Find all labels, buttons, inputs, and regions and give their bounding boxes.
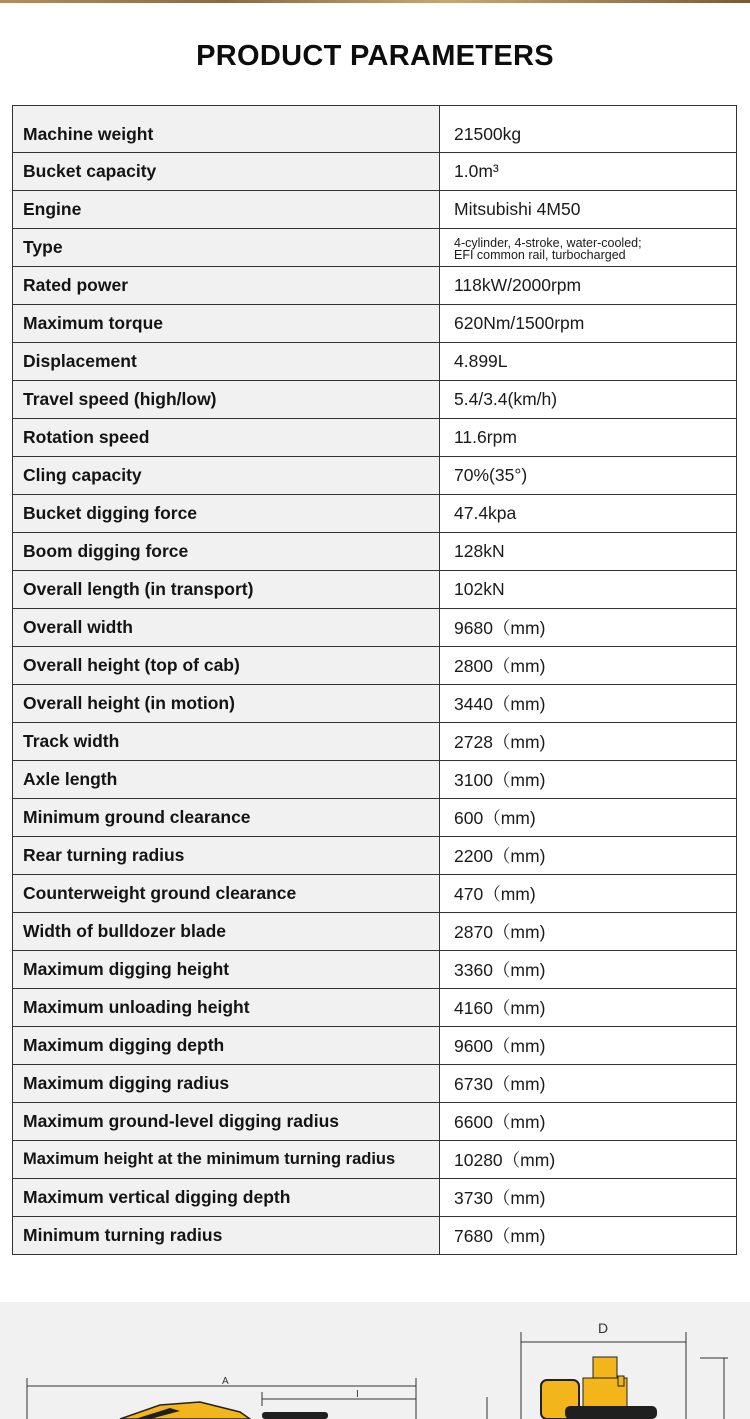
- param-label: Machine weight: [13, 106, 440, 153]
- param-label: Minimum ground clearance: [13, 799, 440, 837]
- table-row: [13, 837, 737, 875]
- excavator-dimension-drawing: [0, 1302, 750, 1419]
- table-row: [13, 989, 737, 1027]
- table-row: [13, 381, 737, 419]
- param-value: 3730（mm): [440, 1179, 737, 1217]
- param-value: 5.4/3.4(km/h): [440, 381, 737, 419]
- table-row: [13, 647, 737, 685]
- param-label: Travel speed (high/low): [13, 381, 440, 419]
- param-label: Overall height (top of cab): [13, 647, 440, 685]
- table-row: [13, 1103, 737, 1141]
- top-decorative-strip: [0, 0, 750, 3]
- param-label: Maximum torque: [13, 305, 440, 343]
- table-row: [13, 951, 737, 989]
- param-value: 7680（mm): [440, 1217, 737, 1255]
- table-row: [13, 419, 737, 457]
- param-label: Maximum ground-level digging radius: [13, 1103, 440, 1141]
- table-row: [13, 875, 737, 913]
- param-value: 3360（mm): [440, 951, 737, 989]
- param-value: 9600（mm): [440, 1027, 737, 1065]
- table-row: [13, 457, 737, 495]
- table-row: [13, 723, 737, 761]
- table-row: [13, 1065, 737, 1103]
- param-label: Maximum unloading height: [13, 989, 440, 1027]
- param-value: 21500kg: [440, 106, 737, 153]
- param-value: 2728（mm): [440, 723, 737, 761]
- param-label: Type: [13, 229, 440, 267]
- table-row: [13, 761, 737, 799]
- param-value: Mitsubishi 4M50: [440, 191, 737, 229]
- page-title: PRODUCT PARAMETERS: [196, 40, 554, 72]
- param-label: Overall height (in motion): [13, 685, 440, 723]
- param-label: Maximum digging depth: [13, 1027, 440, 1065]
- param-value: [440, 229, 737, 267]
- param-value: 600（mm): [440, 799, 737, 837]
- param-value: 118kW/2000rpm: [440, 267, 737, 305]
- table-row: [13, 1141, 737, 1179]
- excavator-counterweight: [262, 1412, 328, 1419]
- table-row: [13, 533, 737, 571]
- table-row: [13, 799, 737, 837]
- table-row: [13, 343, 737, 381]
- param-label: Rotation speed: [13, 419, 440, 457]
- param-label: Maximum digging height: [13, 951, 440, 989]
- table-row: [13, 609, 737, 647]
- product-parameters-table: [12, 105, 737, 1255]
- param-value: 2800（mm): [440, 647, 737, 685]
- param-label: Displacement: [13, 343, 440, 381]
- param-value: 620Nm/1500rpm: [440, 305, 737, 343]
- param-value: 128kN: [440, 533, 737, 571]
- param-value: 6730（mm): [440, 1065, 737, 1103]
- table-row: [13, 1179, 737, 1217]
- param-value: 1.0m³: [440, 153, 737, 191]
- param-label: Rated power: [13, 267, 440, 305]
- table-row: [13, 191, 737, 229]
- table-row: [13, 153, 737, 191]
- table-row: [13, 229, 737, 267]
- param-label: Bucket digging force: [13, 495, 440, 533]
- param-label: Width of bulldozer blade: [13, 913, 440, 951]
- excavator-track-front: [565, 1406, 657, 1419]
- param-label: Engine: [13, 191, 440, 229]
- param-value: 10280（mm): [440, 1141, 737, 1179]
- param-value: 2200（mm): [440, 837, 737, 875]
- table-row: [13, 305, 737, 343]
- param-label: Counterweight ground clearance: [13, 875, 440, 913]
- table-row: [13, 1027, 737, 1065]
- dimension-label-d: D: [598, 1320, 609, 1336]
- param-value: 3440（mm): [440, 685, 737, 723]
- dimension-label-a: A: [222, 1376, 229, 1387]
- param-value: 9680（mm): [440, 609, 737, 647]
- param-label: Overall length (in transport): [13, 571, 440, 609]
- param-value: 4160（mm): [440, 989, 737, 1027]
- param-value-line: EFI common rail, turbocharged: [454, 247, 626, 262]
- table-row: [13, 685, 737, 723]
- param-label: Maximum height at the minimum turning radius: [13, 1141, 440, 1179]
- param-value: 6600（mm): [440, 1103, 737, 1141]
- param-label: Rear turning radius: [13, 837, 440, 875]
- table-row: [13, 913, 737, 951]
- param-label: Maximum vertical digging depth: [13, 1179, 440, 1217]
- excavator-mirror: [618, 1376, 624, 1386]
- param-label: Overall width: [13, 609, 440, 647]
- excavator-boom: [120, 1402, 250, 1419]
- param-value: 70%(35°): [440, 457, 737, 495]
- param-label: Axle length: [13, 761, 440, 799]
- param-value-line: 4-cylinder, 4-stroke, water-cooled;: [454, 235, 642, 250]
- param-value: 4.899L: [440, 343, 737, 381]
- param-label: Minimum turning radius: [13, 1217, 440, 1255]
- param-label: Maximum digging radius: [13, 1065, 440, 1103]
- param-value: 2870（mm): [440, 913, 737, 951]
- param-label: Track width: [13, 723, 440, 761]
- table-row: [13, 1217, 737, 1255]
- param-value: 47.4kpa: [440, 495, 737, 533]
- table-row: [13, 267, 737, 305]
- param-value: 470（mm): [440, 875, 737, 913]
- front-view-drawing: [487, 1320, 728, 1419]
- param-value: 3100（mm): [440, 761, 737, 799]
- dimension-drawing-band: [0, 1302, 750, 1419]
- param-label: Bucket capacity: [13, 153, 440, 191]
- table-row: [13, 106, 737, 153]
- table-row: [13, 495, 737, 533]
- param-label: Cling capacity: [13, 457, 440, 495]
- side-view-drawing: [27, 1376, 416, 1419]
- table-row: [13, 571, 737, 609]
- param-value: 11.6rpm: [440, 419, 737, 457]
- param-value: 102kN: [440, 571, 737, 609]
- param-label: Boom digging force: [13, 533, 440, 571]
- dimension-label-i: I: [356, 1389, 359, 1400]
